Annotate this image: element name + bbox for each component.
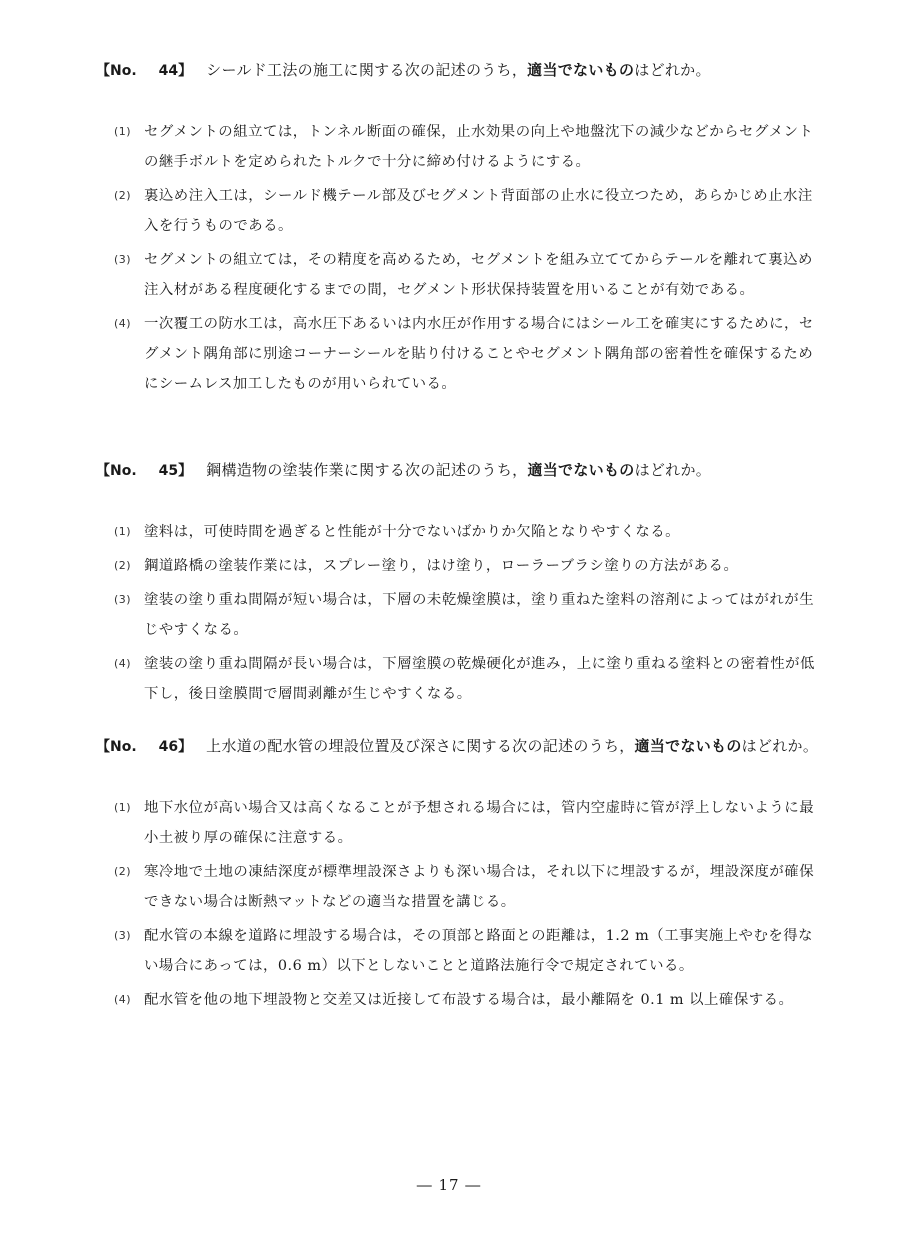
choice-item [96,551,816,581]
choice-text: 塗装の塗り重ね間隔が長い場合は，下層塗膜の乾燥硬化が進み，上に塗り重ねる塗料との密着性が低下し，後日塗膜間で層間剥離が生じやすくなる。 [144,656,815,702]
choice-text: 塗装の塗り重ね間隔が短い場合は，下層の未乾燥塗膜は，塗り重ねた塗料の溶剤によってはがれが生じやすくなる。 [144,592,815,638]
choice-number: (4) [114,993,132,1006]
question-stem [96,458,816,483]
stem-suffix: はどれか。 [741,737,819,755]
choice-list [96,793,816,1015]
stem-suffix: はどれか。 [634,461,712,479]
choice-number: (3) [114,593,132,606]
stem-text: 鋼構造物の塗装作業に関する次の記述のうち， [206,461,528,479]
choice-item [96,517,816,547]
stem-emphasis: 適当でないもの [527,61,635,79]
question-number: 【No. 44】 [96,63,193,79]
stem-text: シールド工法の施工に関する次の記述のうち， [206,61,528,79]
choice-item [96,245,816,305]
choice-number: (3) [114,929,132,942]
choice-item [96,585,816,645]
choice-text: 配水管の本線を道路に埋設する場合は，その頂部と路面との距離は，1.2 m（工事実施上やむを得ない場合にあっては，0.6 m）以下としないことと道路法施行令で規定されている。 [144,928,814,974]
question-stem [96,58,816,83]
choice-item [96,181,816,241]
choice-list [96,117,816,399]
choice-number: (4) [114,317,132,330]
choice-item [96,117,816,177]
choice-text: 裏込め注入工は，シールド機テール部及びセグメント背面部の止水に役立つため，あらかじめ止水注入を行うものである。 [144,188,813,234]
stem-emphasis: 適当でないもの [634,737,742,755]
choice-text: 寒冷地で土地の凍結深度が標準埋設深さよりも深い場合は，それ以下に埋設するが，埋設深度が確保できない場合は断熱マットなどの適当な措置を講じる。 [144,864,815,910]
choice-number: (1) [114,801,132,814]
choice-text: 地下水位が高い場合又は高くなることが予想される場合には，管内空虚時に管が浮上しないように最小土被り厚の確保に注意する。 [144,800,815,846]
question-number: 【No. 45】 [96,463,193,479]
choice-item [96,985,816,1015]
choice-item [96,649,816,709]
choice-number: (1) [114,125,132,138]
choice-number: (2) [114,189,132,202]
choice-item [96,793,816,853]
choice-text: 配水管を他の地下埋設物と交差又は近接して布設する場合は，最小離隔を 0.1 m 以上確保する。 [144,992,794,1008]
stem-suffix: はどれか。 [634,61,711,79]
choice-text: セグメントの組立ては，トンネル断面の確保，止水効果の向上や地盤沈下の減少などからセグメントの継手ボルトを定められたトルクで十分に締め付けるようにする。 [144,124,814,170]
choice-text: 一次覆工の防水工は，高水圧下あるいは内水圧が作用する場合にはシール工を確実にするために，セグメント隅角部に別途コーナーシールを貼り付けることやセグメント隅角部の密着性を確保するためにシームレス加工したものが用いられている。 [144,316,814,392]
question-45 [96,458,816,713]
question-46 [96,734,819,1019]
choice-list [96,517,816,709]
choice-text: 鋼道路橋の塗装作業には，スプレー塗り，はけ塗り，ローラーブラシ塗りの方法がある。 [144,558,739,574]
choice-item [96,921,816,981]
choice-number: (1) [114,525,132,538]
choice-number: (2) [114,559,132,572]
choice-number: (2) [114,865,132,878]
choice-item [96,309,816,399]
page-number: ― 17 ― [416,1176,482,1194]
question-number: 【No. 46】 [96,739,193,755]
stem-text: 上水道の配水管の埋設位置及び深さに関する次の記述のうち， [206,737,635,755]
choice-text: 塗料は，可使時間を過ぎると性能が十分でないばかりか欠陥となりやすくなる。 [144,524,681,540]
stem-emphasis: 適当でないもの [527,461,635,479]
question-stem [96,734,819,759]
choice-number: (3) [114,253,132,266]
choice-number: (4) [114,657,132,670]
question-44 [96,58,816,403]
choice-item [96,857,816,917]
choice-text: セグメントの組立ては，その精度を高めるため，セグメントを組み立ててからテールを離れて裏込め注入材がある程度硬化するまでの間，セグメント形状保持装置を用いることが有効である。 [144,252,813,298]
